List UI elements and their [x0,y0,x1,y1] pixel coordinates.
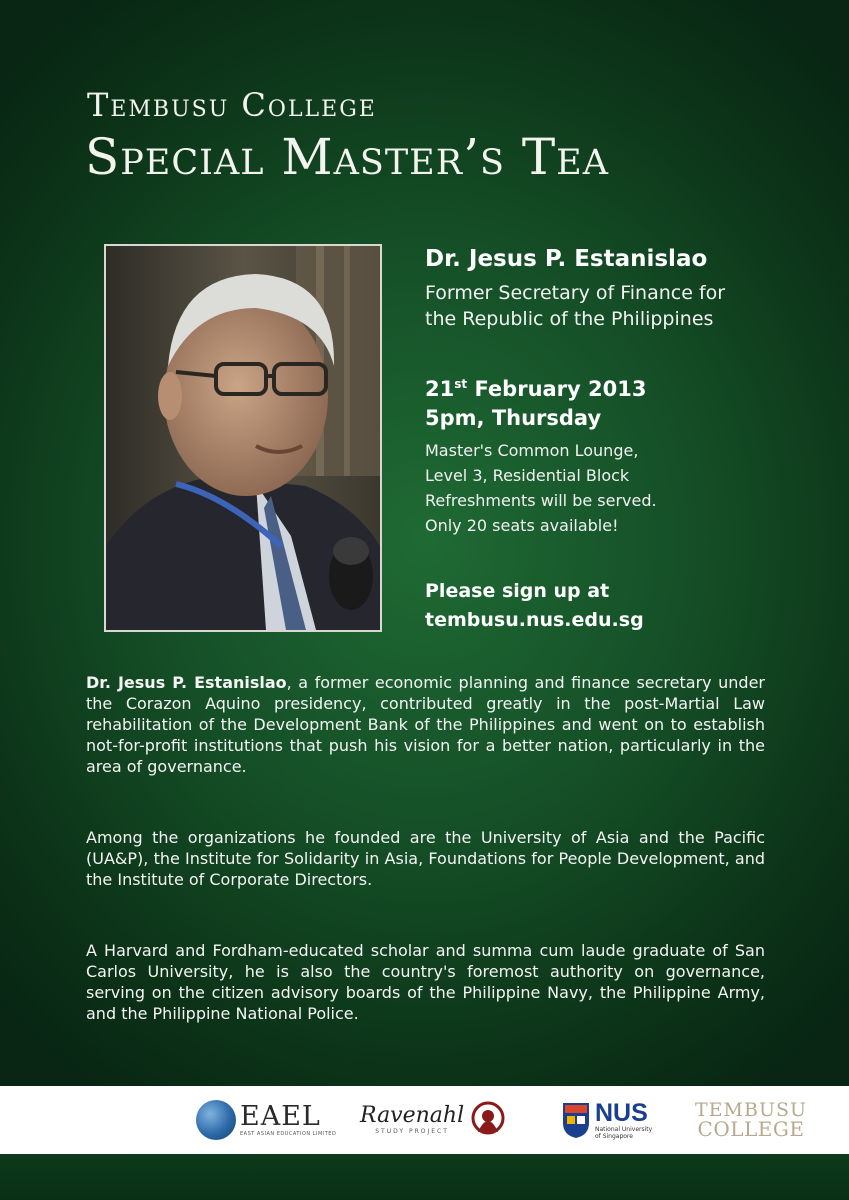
sponsor-footer [0,1086,849,1154]
tembusu-logo-line1: TEMBUSU [695,1099,808,1122]
event-time: 5pm, Thursday [425,406,602,430]
venue-line1: Master's Common Lounge, [425,441,639,460]
speaker-role-line2: the Republic of the Philippines [425,308,714,330]
globe-icon [196,1100,236,1140]
speaker-role-line1: Former Secretary of Finance for [425,282,726,304]
event-date: 21st February 2013 [425,377,647,401]
nus-subtitle-2: of Singapore [595,1132,633,1140]
tembusu-logo-line2: COLLEGE [697,1116,805,1141]
eael-logo [196,1086,336,1154]
ravenahl-name: Ravenahl [360,1103,465,1128]
tembusu-logo [695,1086,807,1154]
nus-subtitle-1: National University [595,1125,653,1133]
nus-logo [561,1086,652,1154]
bottom-band [0,1154,849,1200]
signup-block [425,577,825,635]
lion-icon [468,1100,508,1140]
speaker-name: Dr. Jesus P. Estanislao [425,246,708,272]
nus-name: NUS [595,1098,648,1127]
refreshments-note: Refreshments will be served. [425,491,657,510]
speaker-photo [104,244,382,632]
event-date-time [425,370,825,433]
eael-name: EAEL [240,1101,321,1132]
day-suffix: st [454,377,468,391]
month-year: February 2013 [474,377,647,401]
event-details [425,438,825,538]
seats-note: Only 20 seats available! [425,516,619,535]
speaker-role [425,280,825,332]
ravenahl-subtitle: STUDY PROJECT [375,1128,449,1135]
signup-url[interactable]: tembusu.nus.edu.sg [425,609,644,631]
bio-paragraph-1 [86,672,765,777]
signup-label: Please sign up at [425,580,610,602]
bio-speaker-name: Dr. Jesus P. Estanislao [86,673,287,692]
nus-crest-icon [561,1101,591,1139]
eael-subtitle: EAST ASIAN EDUCATION LIMITED [240,1131,337,1137]
bio-paragraph-3: A Harvard and Fordham-educated scholar and summa cum laude graduate of San Carlos University, he is also the country's foremost authority on governance, serving on the citizen advisory boards of the Philippine Navy, the Philippine Army, and the Philippine National Police. [86,941,765,1023]
speaker-portrait-image [106,246,380,630]
venue-line2: Level 3, Residential Block [425,466,630,485]
bio-paragraph-1-text: , a former economic planning and finance secretary under the Corazon Aquino presidency, contributed greatly in the post-Martial Law rehabilitation of the Development Bank of the Philippines and went on to establish not-for-profit institutions that push his vision for a better nation, particularly in the area of governance. [86,673,766,776]
college-title: Tembusu College [87,86,377,124]
ravenahl-logo [360,1086,508,1154]
bio-paragraph-2: Among the organizations he founded are the University of Asia and the Pacific (UA&P), the Institute for Solidarity in Asia, Foundations for People Development, and the Institute of Corporate Directors. [86,828,765,889]
event-title: Special Master’s Tea [85,128,610,186]
